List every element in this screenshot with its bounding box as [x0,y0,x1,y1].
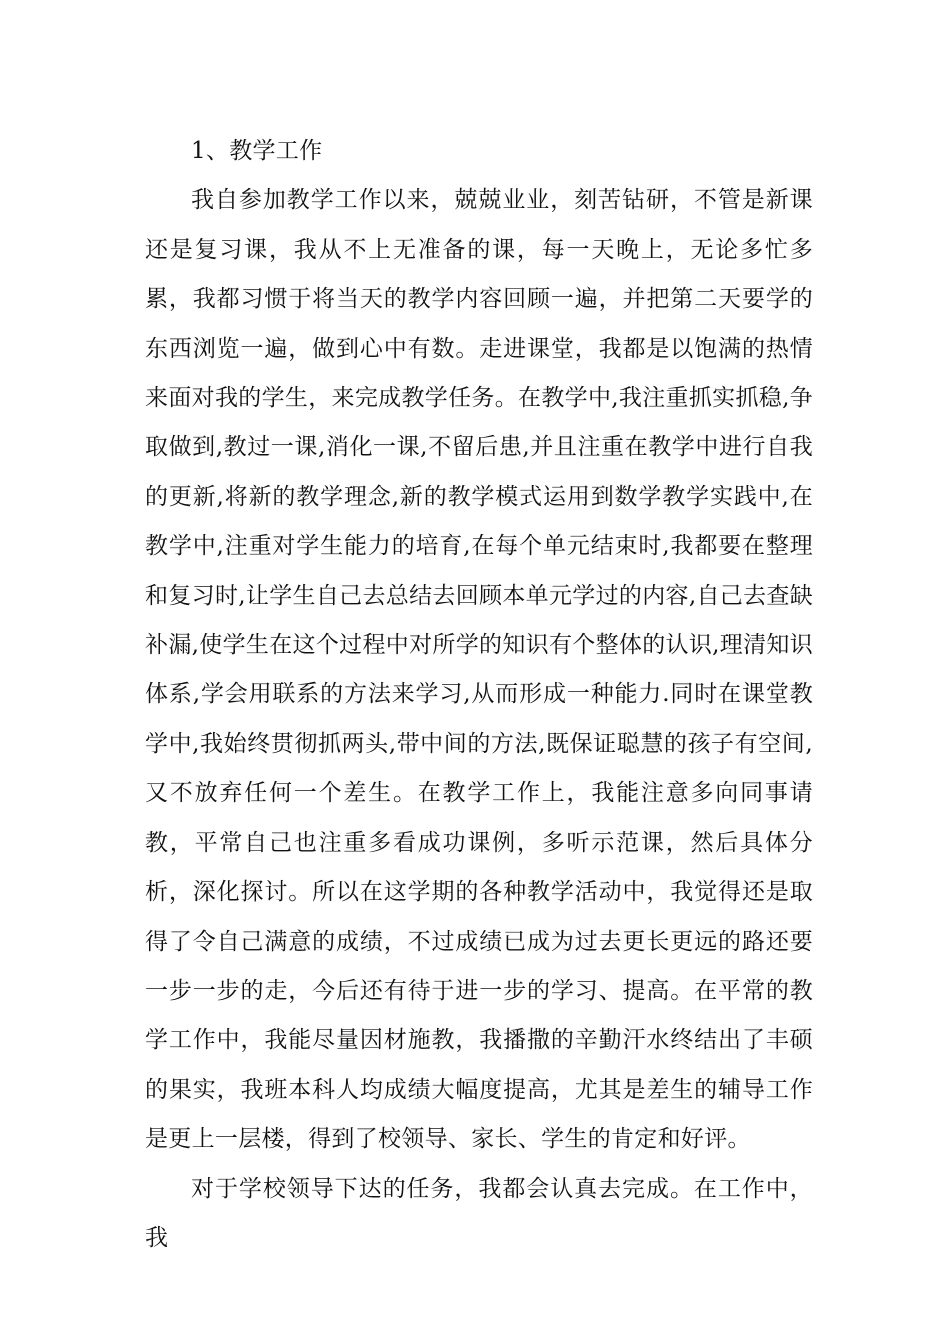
section-heading: 1、教学工作 [191,138,323,164]
body-text [145,127,813,1263]
paragraph-teaching-work: 我自参加教学工作以来，兢兢业业，刻苦钻研，不管是新课还是复习课，我从不上无准备的课，每一天晚上，无论多忙多累，我都习惯于将当天的教学内容回顾一遍，并把第二天要学的东西浏览一遍，做到心中有数。走进课堂，我都是以饱满的热情来面对我的学生，来完成教学任务。在教学中,我注重抓实抓稳,争取做到,教过一课,消化一课,不留后患,并且注重在教学中进行自我的更新,将新的教学理念,新的教学模式运用到数学教学实践中,在教学中,注重对学生能力的培育,在每个单元结束时,我都要在整理和复习时,让学生自己去总结去回顾本单元学过的内容,自己去查缺补漏,使学生在这个过程中对所学的知识有个整体的认识,理清知识体系,学会用联系的方法来学习,从而形成一种能力.同时在课堂教学中,我始终贯彻抓两头,带中间的方法,既保证聪慧的孩子有空间,又不放弃任何一个差生。在教学工作上，我能注意多向同事请教，平常自己也注重多看成功课例，多听示范课，然后具体分析，深化探讨。所以在这学期的各种教学活动中，我觉得还是取得了令自己满意的成绩，不过成绩已成为过去更长更远的路还要一步一步的走，今后还有待于进一步的学习、提高。在平常的教学工作中，我能尽量因材施教，我播撒的辛勤汗水终结出了丰硕的果实，我班本科人均成绩大幅度提高，尤其是差生的辅导工作是更上一层楼，得到了校领导、家长、学生的肯定和好评。 [145,187,813,1153]
paragraph-school-tasks: 对于学校领导下达的任务，我都会认真去完成。在工作中，我 [145,1175,813,1251]
